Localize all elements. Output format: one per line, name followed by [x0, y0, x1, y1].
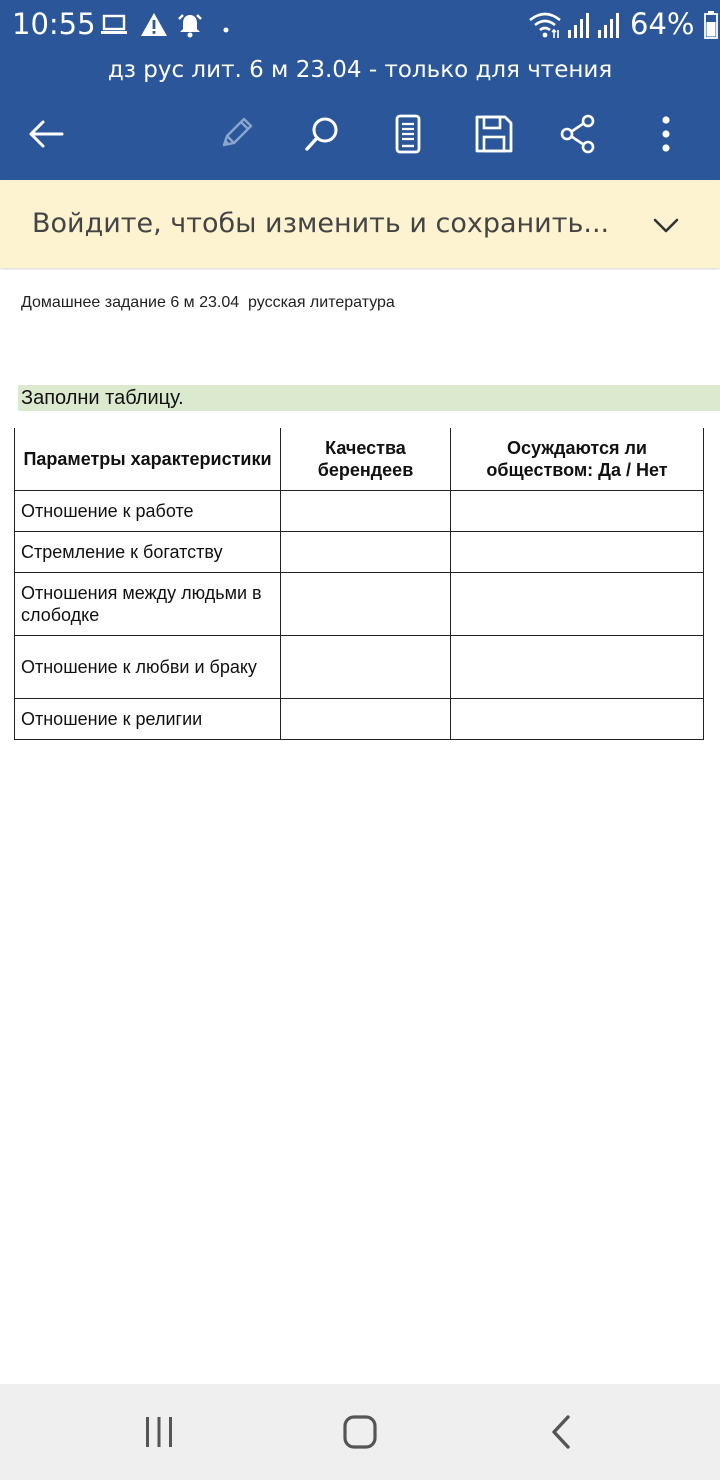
table-row	[15, 573, 704, 636]
battery-percent: 64%	[630, 7, 695, 41]
table-cell: Отношение к работе	[15, 491, 281, 532]
table-cell	[281, 532, 451, 573]
instruction-text: Заполни таблицу.	[21, 387, 184, 409]
table-row	[15, 532, 704, 573]
search-button[interactable]	[290, 98, 354, 170]
laptop-icon	[100, 11, 128, 44]
table-cell	[451, 573, 704, 636]
recents-button[interactable]	[129, 1406, 189, 1458]
table-header-cell: Качества берендеев	[281, 428, 451, 491]
dot-icon	[222, 21, 230, 39]
table-row	[15, 699, 704, 740]
mobile-view-icon	[388, 114, 428, 154]
table-cell	[451, 699, 704, 740]
save-icon	[474, 114, 514, 154]
home-icon	[340, 1412, 380, 1452]
system-back-button[interactable]	[532, 1406, 592, 1458]
battery-icon	[704, 10, 718, 45]
share-button[interactable]	[546, 98, 610, 170]
document-page[interactable]	[0, 270, 720, 1384]
homework-table	[14, 428, 704, 740]
recents-icon	[141, 1414, 177, 1450]
document-heading: Домашнее задание 6 м 23.04 русская литература	[21, 294, 395, 311]
search-icon	[302, 114, 342, 154]
edit-button[interactable]	[204, 98, 268, 170]
edit-pencil-icon	[216, 114, 256, 154]
table-cell: Отношение к религии	[15, 699, 281, 740]
home-button[interactable]	[330, 1406, 390, 1458]
more-options-button[interactable]	[634, 98, 698, 170]
banner-expand-button[interactable]	[646, 206, 686, 246]
table-cell	[451, 532, 704, 573]
signal-icon	[566, 10, 592, 45]
system-nav-bar	[0, 1384, 720, 1480]
back-button[interactable]	[14, 98, 78, 170]
table-header-cell: Параметры характеристики	[15, 428, 281, 491]
chevron-down-icon	[646, 206, 686, 246]
status-time: 10:55	[12, 7, 96, 41]
signal-icon	[596, 10, 622, 45]
toolbar	[0, 98, 720, 170]
table-cell: Отношения между людьми в слободке	[15, 573, 281, 636]
document-title: дз рус лит. 6 м 23.04 - только для чтения	[107, 57, 613, 83]
table-header-cell: Осуждаются ли обществом: Да / Нет	[451, 428, 704, 491]
table-header-row	[15, 428, 704, 491]
sign-in-banner-text: Войдите, чтобы изменить и сохранить...	[32, 208, 610, 239]
table-cell	[281, 573, 451, 636]
share-icon	[558, 114, 598, 154]
mobile-view-button[interactable]	[376, 98, 440, 170]
warning-icon	[140, 11, 168, 44]
table-cell	[281, 699, 451, 740]
wifi-icon	[528, 10, 562, 45]
more-vert-icon	[646, 114, 686, 154]
table-row	[15, 491, 704, 532]
sign-in-banner[interactable]	[0, 180, 720, 268]
table-cell	[451, 636, 704, 699]
save-button[interactable]	[462, 98, 526, 170]
table-cell	[281, 636, 451, 699]
instruction-highlight	[18, 385, 720, 411]
status-bar	[0, 0, 720, 52]
table-cell	[281, 491, 451, 532]
table-row	[15, 636, 704, 699]
back-icon	[544, 1414, 580, 1450]
table-cell: Отношение к любви и браку	[15, 636, 281, 699]
table-cell	[451, 491, 704, 532]
alarm-icon	[176, 11, 204, 44]
back-arrow-icon	[26, 114, 66, 154]
app-header	[0, 0, 720, 180]
table-cell: Стремление к богатству	[15, 532, 281, 573]
